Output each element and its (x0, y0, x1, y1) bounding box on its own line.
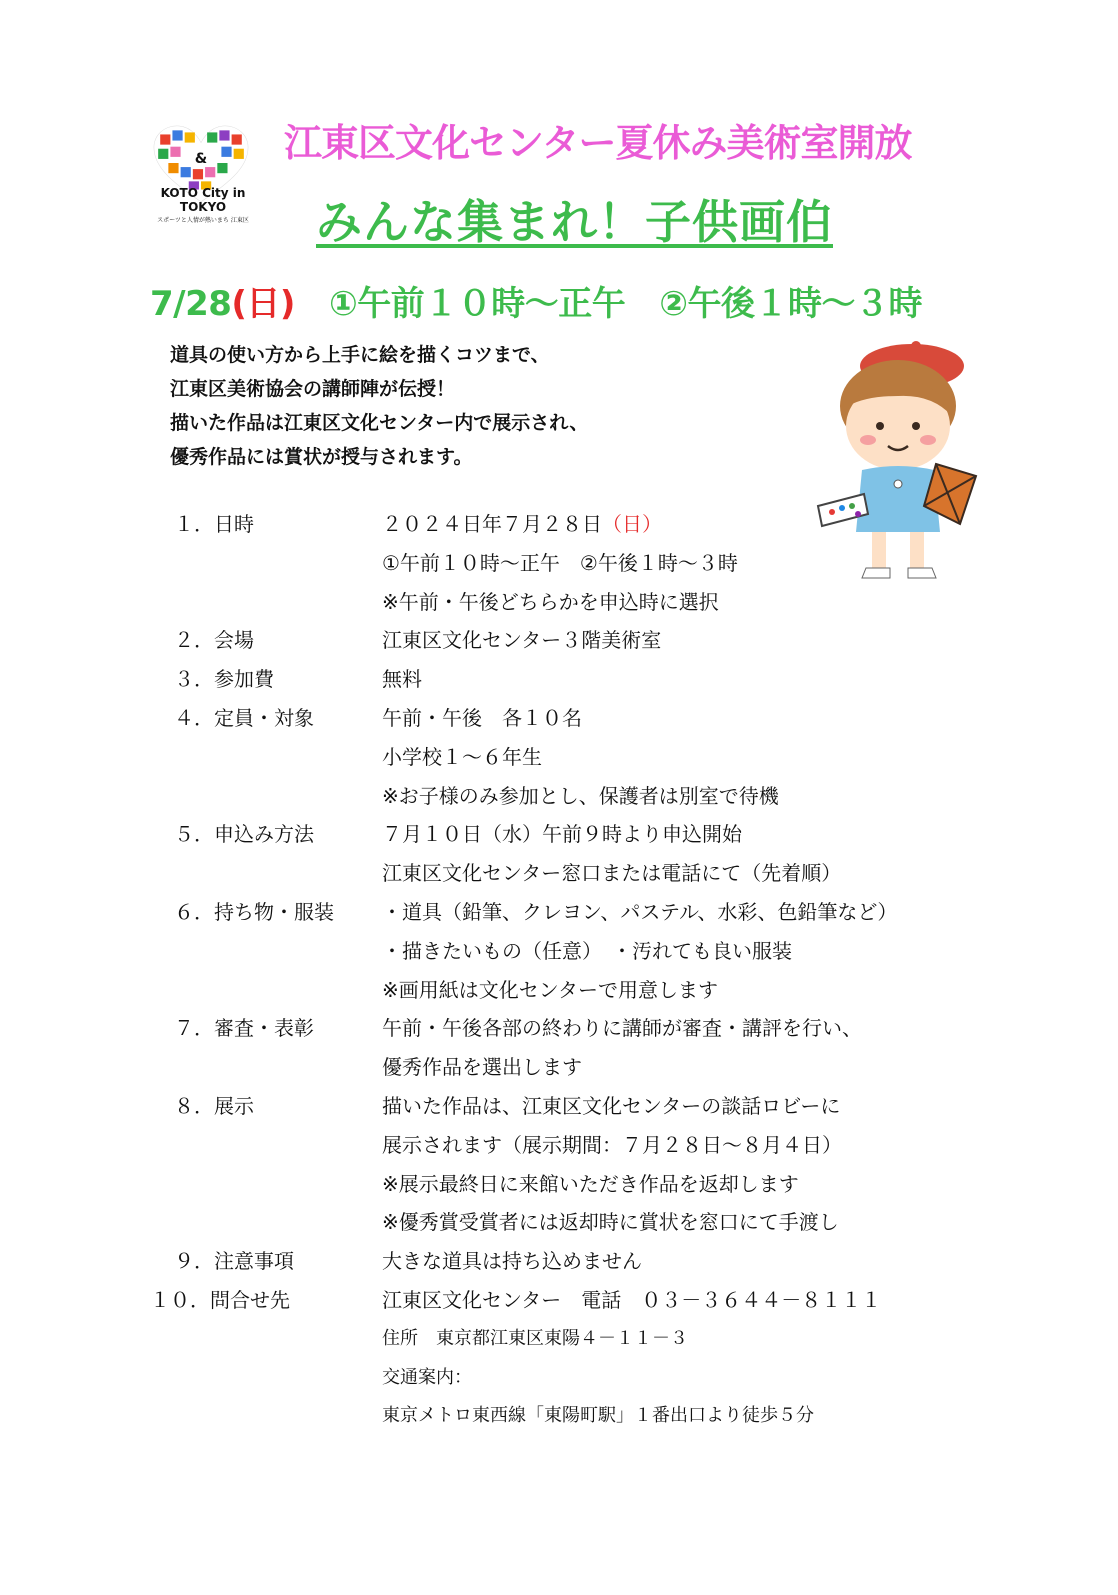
detail-value: 優秀作品を選出します (382, 1055, 582, 1080)
detail-label: ２．会場 (174, 628, 254, 653)
intro-line: 江東区美術協会の講師陣が伝授！ (170, 378, 456, 400)
logo-caption-text: KOTO City in TOKYO (160, 186, 246, 214)
detail-value: 江東区文化センター 電話 ０３－３６４４－８１１１ (382, 1287, 882, 1312)
detail-value: 交通案内： (382, 1366, 472, 1388)
svg-text:&: & (194, 151, 208, 167)
detail-value: ・描きたいもの（任意） ・汚れても良い服装 (382, 938, 792, 963)
date-banner-session2: ②午後１時～３時 (659, 284, 923, 324)
logo-tagline: スポーツと人情が熱いまち 江東区 (157, 217, 249, 224)
intro-line: 優秀作品には賞状が授与されます。 (170, 446, 473, 468)
datetime-weekday: （日） (602, 512, 662, 536)
detail-value: ７月１０日（水）午前９時より申込開始 (382, 822, 742, 847)
detail-row (150, 1126, 980, 1165)
detail-row-judge (150, 1009, 980, 1048)
detail-row (150, 583, 980, 622)
detail-row-capacity (150, 699, 980, 738)
detail-row (150, 1203, 980, 1242)
detail-label: ５．申込み方法 (174, 822, 314, 847)
detail-row (150, 971, 980, 1010)
detail-label: １０．問合せ先 (150, 1287, 290, 1312)
intro-text (170, 338, 730, 474)
detail-value: ※お子様のみ参加とし、保護者は別室で待機 (382, 783, 779, 808)
detail-row (150, 1165, 980, 1204)
detail-value: 住所 東京都江東区東陽４－１１－３ (382, 1327, 688, 1349)
date-banner-session1: ①午前１０時～正午 (328, 284, 626, 324)
date-banner-weekday: (日) (231, 284, 295, 324)
detail-value: ・道具（鉛筆、クレヨン、パステル、水彩、色鉛筆など） (382, 899, 898, 924)
detail-value: 江東区文化センター３階美術室 (382, 628, 662, 653)
detail-row (150, 932, 980, 971)
detail-row (150, 544, 980, 583)
detail-row-caution (150, 1242, 980, 1281)
detail-label: ６．持ち物・服装 (174, 899, 334, 924)
detail-value: 江東区文化センター窓口または電話にて（先着順） (382, 861, 842, 886)
detail-value (382, 505, 662, 544)
detail-row-datetime (150, 505, 980, 544)
detail-row-venue (150, 621, 980, 660)
detail-value: 無料 (382, 667, 422, 692)
event-details (150, 505, 980, 1436)
detail-row-apply (150, 815, 980, 854)
detail-row (150, 1048, 980, 1087)
detail-value: 午前・午後各部の終わりに講師が審査・講評を行い、 (382, 1016, 862, 1041)
logo-caption (148, 186, 258, 224)
detail-value: ※展示最終日に来館いただき作品を返却します (382, 1171, 799, 1196)
detail-row (150, 1359, 980, 1398)
detail-row (150, 777, 980, 816)
detail-value: 午前・午後 各１０名 (382, 705, 582, 730)
detail-label: ４．定員・対象 (174, 705, 314, 730)
datetime-date: ２０２４日年７月２８日 (382, 512, 602, 536)
date-banner (150, 276, 922, 325)
intro-line: 描いた作品は江東区文化センター内で展示され、 (170, 412, 589, 434)
detail-label: ７．審査・表彰 (174, 1016, 314, 1041)
detail-row (150, 1397, 980, 1436)
detail-label: ９．注意事項 (174, 1249, 294, 1274)
date-banner-date: 7/28 (150, 284, 232, 324)
detail-label: ３．参加費 (174, 667, 274, 692)
detail-label: ８．展示 (174, 1093, 254, 1118)
detail-row-fee (150, 660, 980, 699)
detail-value: ※画用紙は文化センターで用意します (382, 977, 718, 1002)
detail-row-contact (150, 1281, 980, 1320)
detail-label: １．日時 (174, 512, 254, 536)
detail-row (150, 738, 980, 777)
detail-value: 東京メトロ東西線「東陽町駅」１番出口より徒歩５分 (382, 1405, 814, 1427)
detail-value: 小学校１～６年生 (382, 744, 542, 769)
detail-value: ※優秀賞受賞者には返却時に賞状を窓口にて手渡し (382, 1210, 839, 1235)
intro-line: 道具の使い方から上手に絵を描くコツまで、 (170, 344, 550, 366)
detail-value: ①午前１０時～正午 ②午後１時～３時 (382, 550, 738, 575)
detail-row-items (150, 893, 980, 932)
detail-value: 描いた作品は、江東区文化センターの談話ロビーに (382, 1093, 841, 1118)
page-subtitle: みんな集まれ！子供画伯 (316, 195, 833, 249)
detail-row (150, 854, 980, 893)
detail-row-exhibit (150, 1087, 980, 1126)
detail-row (150, 1320, 980, 1359)
detail-value: 展示されます（展示期間：７月２８日～８月４日） (382, 1132, 842, 1157)
detail-value: ※午前・午後どちらかを申込時に選択 (382, 589, 719, 614)
page-title: 江東区文化センター夏休み美術室開放 (284, 121, 912, 165)
detail-value: 大きな道具は持ち込めません (382, 1249, 642, 1274)
